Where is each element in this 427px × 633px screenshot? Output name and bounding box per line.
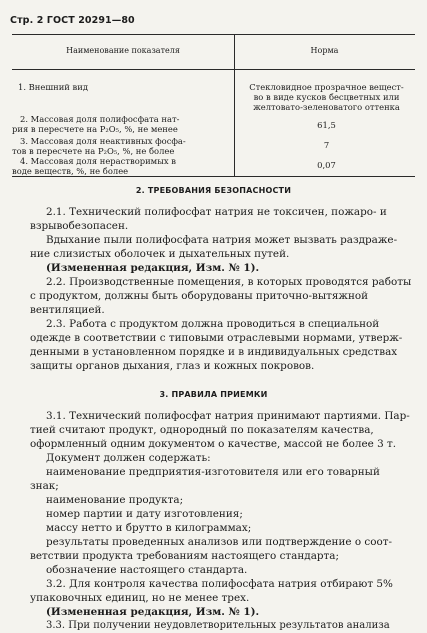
table-row-1-value-line: Стекловидное прозрачное вещест- bbox=[249, 82, 404, 92]
table-row-2-name-line: 2. Массовая доля полифосфата нат- bbox=[20, 114, 180, 124]
s2-p3-line-2: с продуктом, должны быть оборудованы приточно-вытяжной bbox=[30, 290, 369, 302]
s3-p1-line-1: 3.1. Технический полифосфат натрия принимают партиями. Пар- bbox=[46, 410, 410, 422]
s3-item: знак; bbox=[30, 480, 59, 492]
table-header-norm: Норма bbox=[310, 46, 339, 55]
s2-p3-line-3: вентиляцией. bbox=[30, 304, 105, 316]
table-row-1-name: 1. Внешний вид bbox=[18, 82, 88, 92]
s2-p4-line-4: защиты органов дыхания, глаз и кожных покровов. bbox=[30, 360, 315, 372]
s3-item: результаты проведенных анализов или подтверждение о соот- bbox=[46, 536, 392, 548]
table-row-2-name-line: рия в пересчете на P₂O₅, %, не менее bbox=[12, 124, 178, 134]
table-row-1-value-line: во в виде кусков бесцветных или bbox=[253, 92, 400, 102]
table-row-3-name-line: 3. Массовая доля неактивных фосфа- bbox=[20, 136, 186, 146]
s3-p2-line-1: 3.2. Для контроля качества полифосфата натрия отбирают 5% bbox=[46, 578, 393, 590]
s3-item: номер партии и дату изготовления; bbox=[46, 508, 243, 520]
s3-p1-line-3: оформленный одним документом о качестве, массой не более 3 т. bbox=[30, 438, 397, 450]
section-3-title: 3. ПРАВИЛА ПРИЕМКИ bbox=[159, 390, 268, 399]
table-row-4-value: 0,07 bbox=[317, 160, 336, 170]
s2-p2-line-1: Вдыхание пыли полифосфата натрия может вызвать раздраже- bbox=[46, 234, 398, 246]
table-row-2-name bbox=[12, 114, 226, 134]
s3-item: ветствии продукта требованиям настоящего стандарта; bbox=[30, 550, 339, 562]
s2-p4-line-3: денными в установленном порядке и в индивидуальных средствах bbox=[30, 346, 398, 358]
s2-amendment: (Измененная редакция, Изм. № 1). bbox=[46, 262, 260, 274]
s2-p2-line-2: ние слизистых оболочек и дыхательных путей. bbox=[30, 248, 290, 260]
indicator-table bbox=[12, 34, 415, 176]
table-row-3-name bbox=[12, 136, 226, 156]
s3-item: наименование предприятия-изготовителя или его товарный bbox=[46, 466, 380, 478]
table-row-1-value bbox=[238, 82, 415, 112]
s3-item: обозначение настоящего стандарта. bbox=[46, 564, 248, 576]
s3-doc-intro: Документ должен содержать: bbox=[46, 452, 211, 464]
page-header: Стр. 2 ГОСТ 20291—80 bbox=[10, 15, 135, 26]
s3-item: наименование продукта; bbox=[46, 494, 184, 506]
table-row-4-name-line: 4. Массовая доля нерастворимых в bbox=[20, 156, 176, 166]
table-row-4-name bbox=[12, 156, 226, 176]
s3-item: массу нетто и брутто в килограммах; bbox=[46, 522, 252, 534]
table-row-4-name-line: воде веществ, %, не более bbox=[12, 166, 129, 176]
table-row-1-value-line: желтовато-зеленоватого оттенка bbox=[253, 102, 400, 112]
section-2-title: 2. ТРЕБОВАНИЯ БЕЗОПАСНОСТИ bbox=[135, 186, 292, 195]
table-row-3-name-line: тов в пересчете на P₂O₅, %, не более bbox=[12, 146, 175, 156]
s3-amendment: (Измененная редакция, Изм. № 1). bbox=[46, 606, 260, 618]
table-row-2-value: 61,5 bbox=[317, 120, 336, 130]
table-top-rule bbox=[12, 34, 415, 35]
table-header-rule bbox=[12, 69, 415, 70]
s2-p1-line-2: взрывобезопасен. bbox=[30, 220, 129, 232]
s2-p4-line-2: одежде в соответствии с типовыми отраслевыми нормами, утверж- bbox=[30, 332, 403, 344]
s2-p4-line-1: 2.3. Работа с продуктом должна проводиться в специальной bbox=[46, 318, 380, 330]
s2-p1-line-1: 2.1. Технический полифосфат натрия не токсичен, пожаро- и bbox=[46, 206, 387, 218]
table-bottom-rule bbox=[12, 176, 415, 177]
s2-p3-line-1: 2.2. Производственные помещения, в которых проводятся работы bbox=[46, 276, 412, 288]
s3-p3-line-1: 3.3. При получении неудовлетворительных результатов анализа bbox=[46, 620, 390, 631]
table-header-name: Наименование показателя bbox=[66, 46, 180, 55]
table-row-3-value: 7 bbox=[323, 140, 330, 150]
s3-p1-line-2: тией считают продукт, однородный по показателям качества, bbox=[30, 424, 374, 436]
s3-p2-line-2: упаковочных единиц, но не менее трех. bbox=[30, 592, 250, 604]
